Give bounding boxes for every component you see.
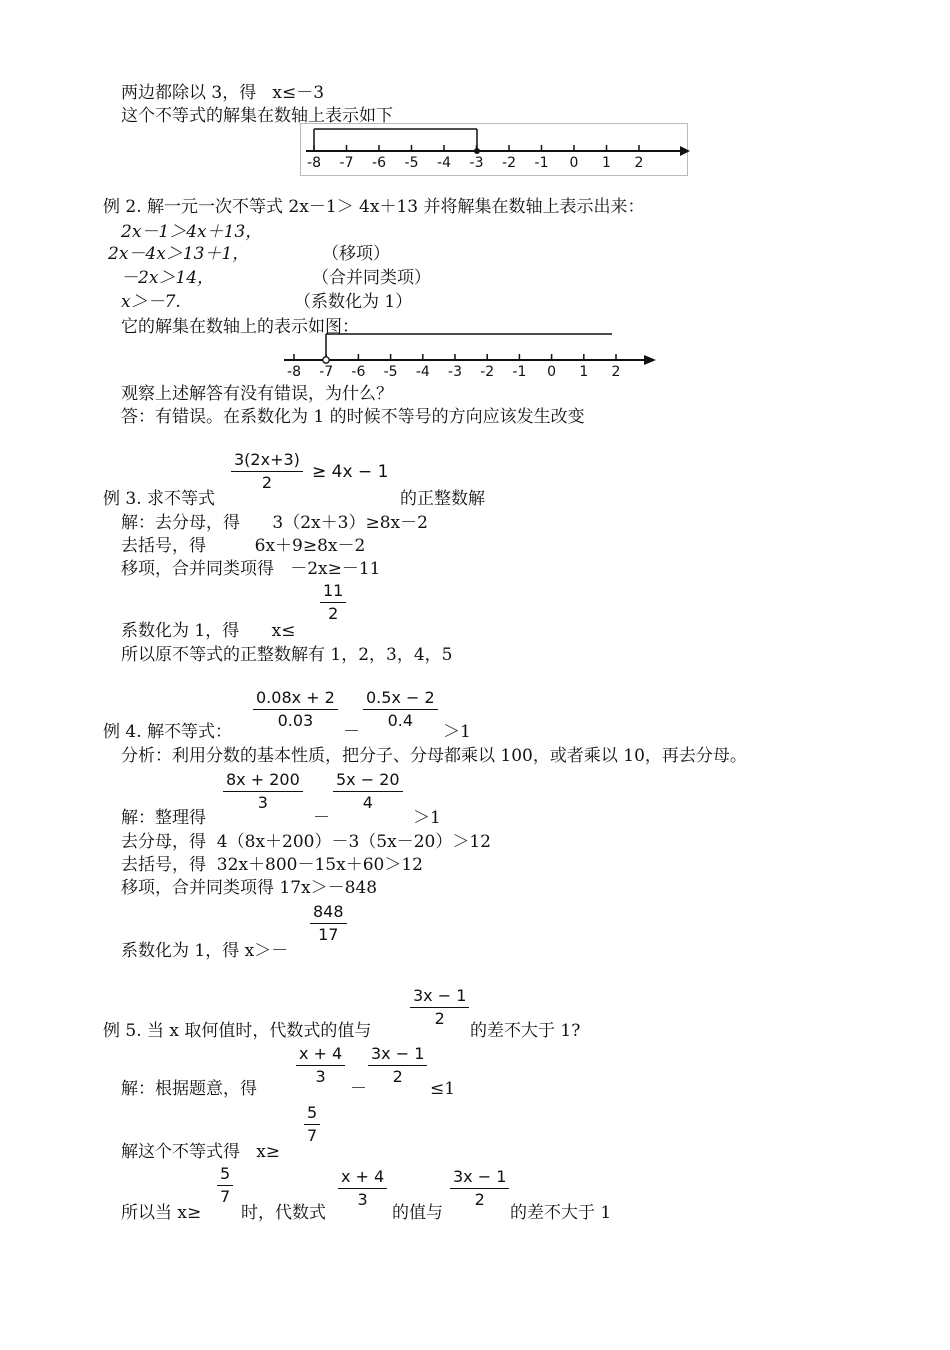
tick-label: 1 [602, 155, 611, 171]
ex2-step3-note: （合并同类项） [312, 268, 431, 288]
ex4-fraction-2: 0.5x − 2 0.4 [363, 688, 438, 731]
ex5-line3-fraction-c: x + 4 3 [338, 1167, 387, 1210]
number-line-1 [300, 123, 690, 177]
ex2-title: 例 2. 解一元一次不等式 2x－1＞ 4x＋13 并将解集在数轴上表示出来： [103, 197, 645, 217]
tick-label: 1 [579, 364, 589, 380]
ex3-line4-fraction: 11 2 [320, 581, 346, 624]
ex1-line1: 两边都除以 3，得 x≤－3 [121, 83, 325, 103]
tick-label: -5 [404, 155, 419, 171]
ex5-sol-prefix: 解：根据题意，得 [121, 1079, 257, 1099]
ex3-line1: 解：去分母，得 3（2x＋3）≥8x－2 [121, 513, 428, 533]
ex3-line5: 所以原不等式的正整数解有 1，2，3，4，5 [121, 645, 453, 665]
tick-label: -3 [469, 155, 484, 171]
ex2-answer: 答：有错误。在系数化为 1 的时候不等号的方向应该发生改变 [121, 407, 585, 427]
tick-label: -1 [534, 155, 549, 171]
tick-label: -5 [383, 364, 398, 380]
ex3-fraction-rhs: ≥ 4x − 1 [312, 462, 389, 482]
ex2-step2: 2x－4x＞13＋1， [108, 244, 250, 264]
ex5-line3-end: 的差不大于 1 [510, 1203, 612, 1223]
ex2-step1: 2x－1＞4x＋13， [121, 222, 263, 242]
ex2-question: 观察上述解答有没有错误，为什么？ [121, 384, 393, 404]
ex4-prefix: 例 4. 解不等式： [103, 722, 233, 742]
ex5-line3-mid2: 的值与 [392, 1203, 443, 1223]
tick-label: -8 [307, 155, 321, 171]
tick-label: -8 [287, 364, 301, 380]
ex4-minus-2: － [313, 808, 330, 828]
ex3-fraction: 3(2x+3) 2 [231, 450, 303, 493]
ex4-line2: 去分母，得 4（8x＋200）－3（5x－20）＞12 [121, 832, 491, 852]
ex5-prefix: 例 5. 当 x 取何值时，代数式的值与 [103, 1021, 372, 1041]
ex5-line3-mid1: 时，代数式 [241, 1203, 326, 1223]
ex3-suffix: 的正整数解 [400, 489, 485, 509]
tick-label: -7 [319, 364, 334, 380]
ex3-line3: 移项，合并同类项得 －2x≥－11 [121, 559, 381, 579]
tick-label: -6 [351, 364, 366, 380]
tick-label: 2 [611, 364, 621, 380]
ex3-line2: 去括号，得 6x＋9≥8x－2 [121, 536, 366, 556]
ex2-step3: －2x＞14， [121, 268, 215, 288]
tick-label: -2 [480, 364, 495, 380]
number-line-2 [280, 332, 672, 384]
ex2-step5: 它的解集在数轴上的表示如图： [121, 317, 359, 337]
tick-label: 0 [547, 364, 557, 380]
ex5-suffix: 的差不大于 1? [470, 1021, 581, 1041]
ex2-step4-note: （系数化为 1） [294, 292, 413, 312]
ex5-line3-prefix: 所以当 x≥ [121, 1203, 202, 1223]
ex4-rhs: ＞1 [443, 722, 471, 742]
ex3-prefix: 例 3. 求不等式 [103, 489, 216, 509]
tick-label: -3 [448, 364, 462, 380]
tick-label: -4 [437, 155, 451, 171]
tick-label: -2 [502, 155, 516, 171]
ex5-line2: 解这个不等式得 x≥ [121, 1142, 281, 1162]
tick-label: -1 [512, 364, 527, 380]
ex5-fraction: 3x − 1 2 [410, 986, 469, 1029]
ex2-step4: x＞－7. [121, 292, 181, 312]
ex4-analysis: 分析：利用分数的基本性质，把分子、分母都乘以 100，或者乘以 10，再去分母。 [121, 746, 747, 766]
tick-label: -4 [415, 364, 430, 380]
ex5-fraction-a: x + 4 3 [296, 1044, 345, 1087]
ex4-fraction-1: 0.08x + 2 0.03 [253, 688, 338, 731]
ex5-line3-fraction-d: 3x − 1 2 [450, 1167, 509, 1210]
ex5-sol-rhs: ≤1 [430, 1079, 456, 1099]
ex4-line5-fraction: 848 17 [310, 902, 347, 945]
ex4-line4: 移项，合并同类项得 17x＞－848 [121, 878, 378, 898]
tick-label: -7 [339, 155, 354, 171]
ex4-sol-prefix: 解：整理得 [121, 808, 206, 828]
ex4-line5: 系数化为 1，得 x＞－ [121, 941, 289, 961]
tick-label: -6 [372, 155, 386, 171]
ex5-line3-fraction: 5 7 [217, 1164, 233, 1207]
ex4-fraction-3: 8x + 200 3 [223, 770, 303, 813]
ex4-minus: － [343, 722, 360, 742]
ex5-line2-fraction: 5 7 [304, 1103, 320, 1146]
ex2-step2-note: （移项） [322, 244, 390, 264]
ex1-line2: 这个不等式的解集在数轴上表示如下 [121, 106, 393, 126]
ex3-line4: 系数化为 1，得 x≤ [121, 621, 296, 641]
ex4-sol-rhs: ＞1 [413, 808, 441, 828]
ex4-line3: 去括号，得 32x＋800－15x＋60＞12 [121, 855, 423, 875]
ex4-fraction-4: 5x − 20 4 [333, 770, 403, 813]
tick-label: 0 [569, 155, 579, 171]
ex5-fraction-b: 3x − 1 2 [368, 1044, 427, 1087]
ex5-minus: － [350, 1079, 367, 1099]
tick-label: 2 [634, 155, 644, 171]
